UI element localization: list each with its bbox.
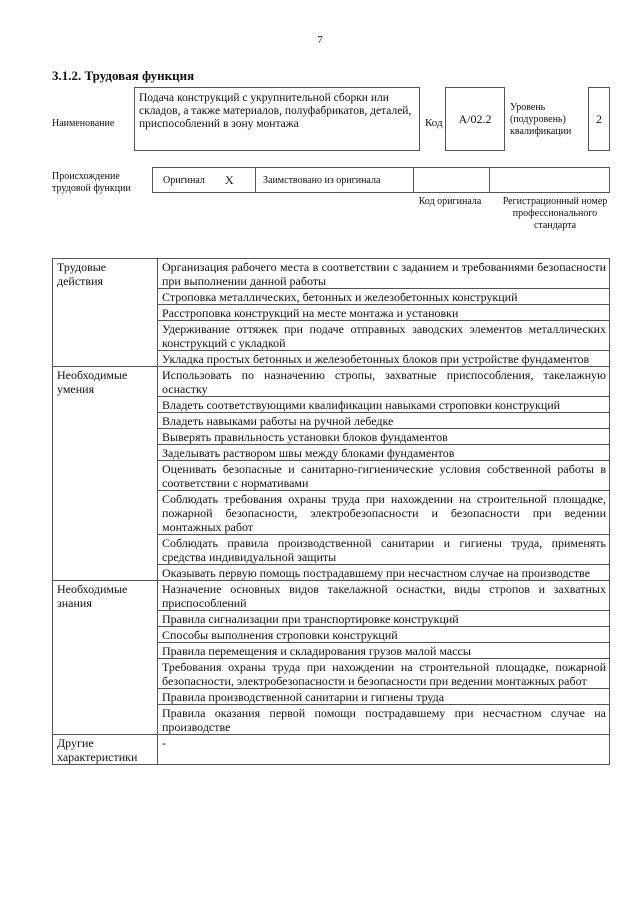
original-mark: X — [225, 172, 234, 187]
function-details-table — [52, 258, 610, 765]
reg-number-caption: Регистрационный номер профессионального стандарта — [502, 196, 608, 231]
section-heading: Необходимые знания — [53, 581, 158, 735]
list-item: Соблюдать требования охраны труда при нахождении на строительной площадке, пожарной безопасности, электробезопасности и безопасности при ведении монтажных работ — [158, 491, 610, 535]
list-item: Использовать по назначению стропы, захватные приспособления, такелажную оснастку — [158, 367, 610, 397]
list-item: Владеть навыками работы на ручной лебедке — [158, 413, 610, 429]
list-item: Укладка простых бетонных и железобетонных блоков при устройстве фундаментов — [158, 351, 610, 367]
code-value: А/02.2 — [458, 111, 492, 126]
original-label: Оригинал — [163, 174, 205, 186]
origin-table — [152, 167, 610, 193]
list-item: Оказывать первую помощь пострадавшему при несчастном случае на производстве — [158, 565, 610, 581]
origin-borrowed-cell — [255, 168, 414, 192]
code-label: Код — [425, 117, 443, 129]
list-item: Оценивать безопасные и санитарно-гигиенические условия собственной работы в соответствии с нормативами — [158, 461, 610, 491]
list-item: Правила производственной санитарии и гигиены труда — [158, 689, 610, 705]
list-item: Расстроповка конструкций на месте монтажа и установки — [158, 305, 610, 321]
table-row — [53, 735, 610, 765]
list-item: Организация рабочего места в соответствии с заданием и требованиями безопасности при выполнении данной работы — [158, 259, 610, 289]
name-label: Наименование — [52, 118, 115, 129]
table-row — [53, 259, 610, 289]
list-item: Заделывать раствором швы между блоками фундаментов — [158, 445, 610, 461]
origin-code-cell — [413, 168, 490, 192]
origin-original-cell — [153, 168, 256, 192]
level-value: 2 — [596, 111, 602, 126]
function-name-value: Подача конструкций с укрупнительной сборки или складов, а также материалов, полуфабрикатов, деталей, приспособлений в зону монтажа — [139, 92, 412, 130]
code-original-caption: Код оригинала — [418, 196, 482, 207]
page-number: 7 — [317, 34, 323, 46]
list-item: - — [158, 735, 610, 765]
code-box — [445, 87, 505, 151]
list-item: Соблюдать правила производственной санитарии и гигиены труда, применять средства индивидуальной защиты — [158, 535, 610, 565]
list-item: Требования охраны труда при нахождении на строительной площадке, пожарной безопасности, электробезопасности и безопасности при ведении монтажных работ — [158, 659, 610, 689]
list-item: Удерживание оттяжек при подаче отправных заводских элементов металлических конструкций с укладкой — [158, 321, 610, 351]
section-heading: Другие характеристики — [53, 735, 158, 765]
list-item: Правила перемещения и складирования грузов малой массы — [158, 643, 610, 659]
list-item: Выверять правильность установки блоков фундаментов — [158, 429, 610, 445]
function-name-box — [134, 87, 420, 151]
origin-label: Происхождение трудовой функции — [52, 171, 131, 194]
list-item: Правила оказания первой помощи пострадавшему при несчастном случае на производстве — [158, 705, 610, 735]
origin-reg-cell — [489, 168, 609, 192]
level-box — [588, 87, 610, 151]
list-item: Назначение основных видов такелажной оснастки, виды стропов и захватных приспособлений — [158, 581, 610, 611]
table-row — [53, 581, 610, 611]
list-item: Строповка металлических, бетонных и железобетонных конструкций — [158, 289, 610, 305]
list-item: Способы выполнения строповки конструкций — [158, 627, 610, 643]
borrowed-label: Заимствовано из оригинала — [263, 174, 381, 186]
level-label: Уровень (подуровень) квалификации — [510, 102, 572, 137]
section-title: 3.1.2. Трудовая функция — [52, 68, 195, 83]
list-item: Правила сигнализации при транспортировке конструкций — [158, 611, 610, 627]
section-heading: Трудовые действия — [53, 259, 158, 367]
table-row — [53, 367, 610, 397]
list-item: Владеть соответствующими квалификации навыками строповки конструкций — [158, 397, 610, 413]
section-heading: Необходимые умения — [53, 367, 158, 581]
